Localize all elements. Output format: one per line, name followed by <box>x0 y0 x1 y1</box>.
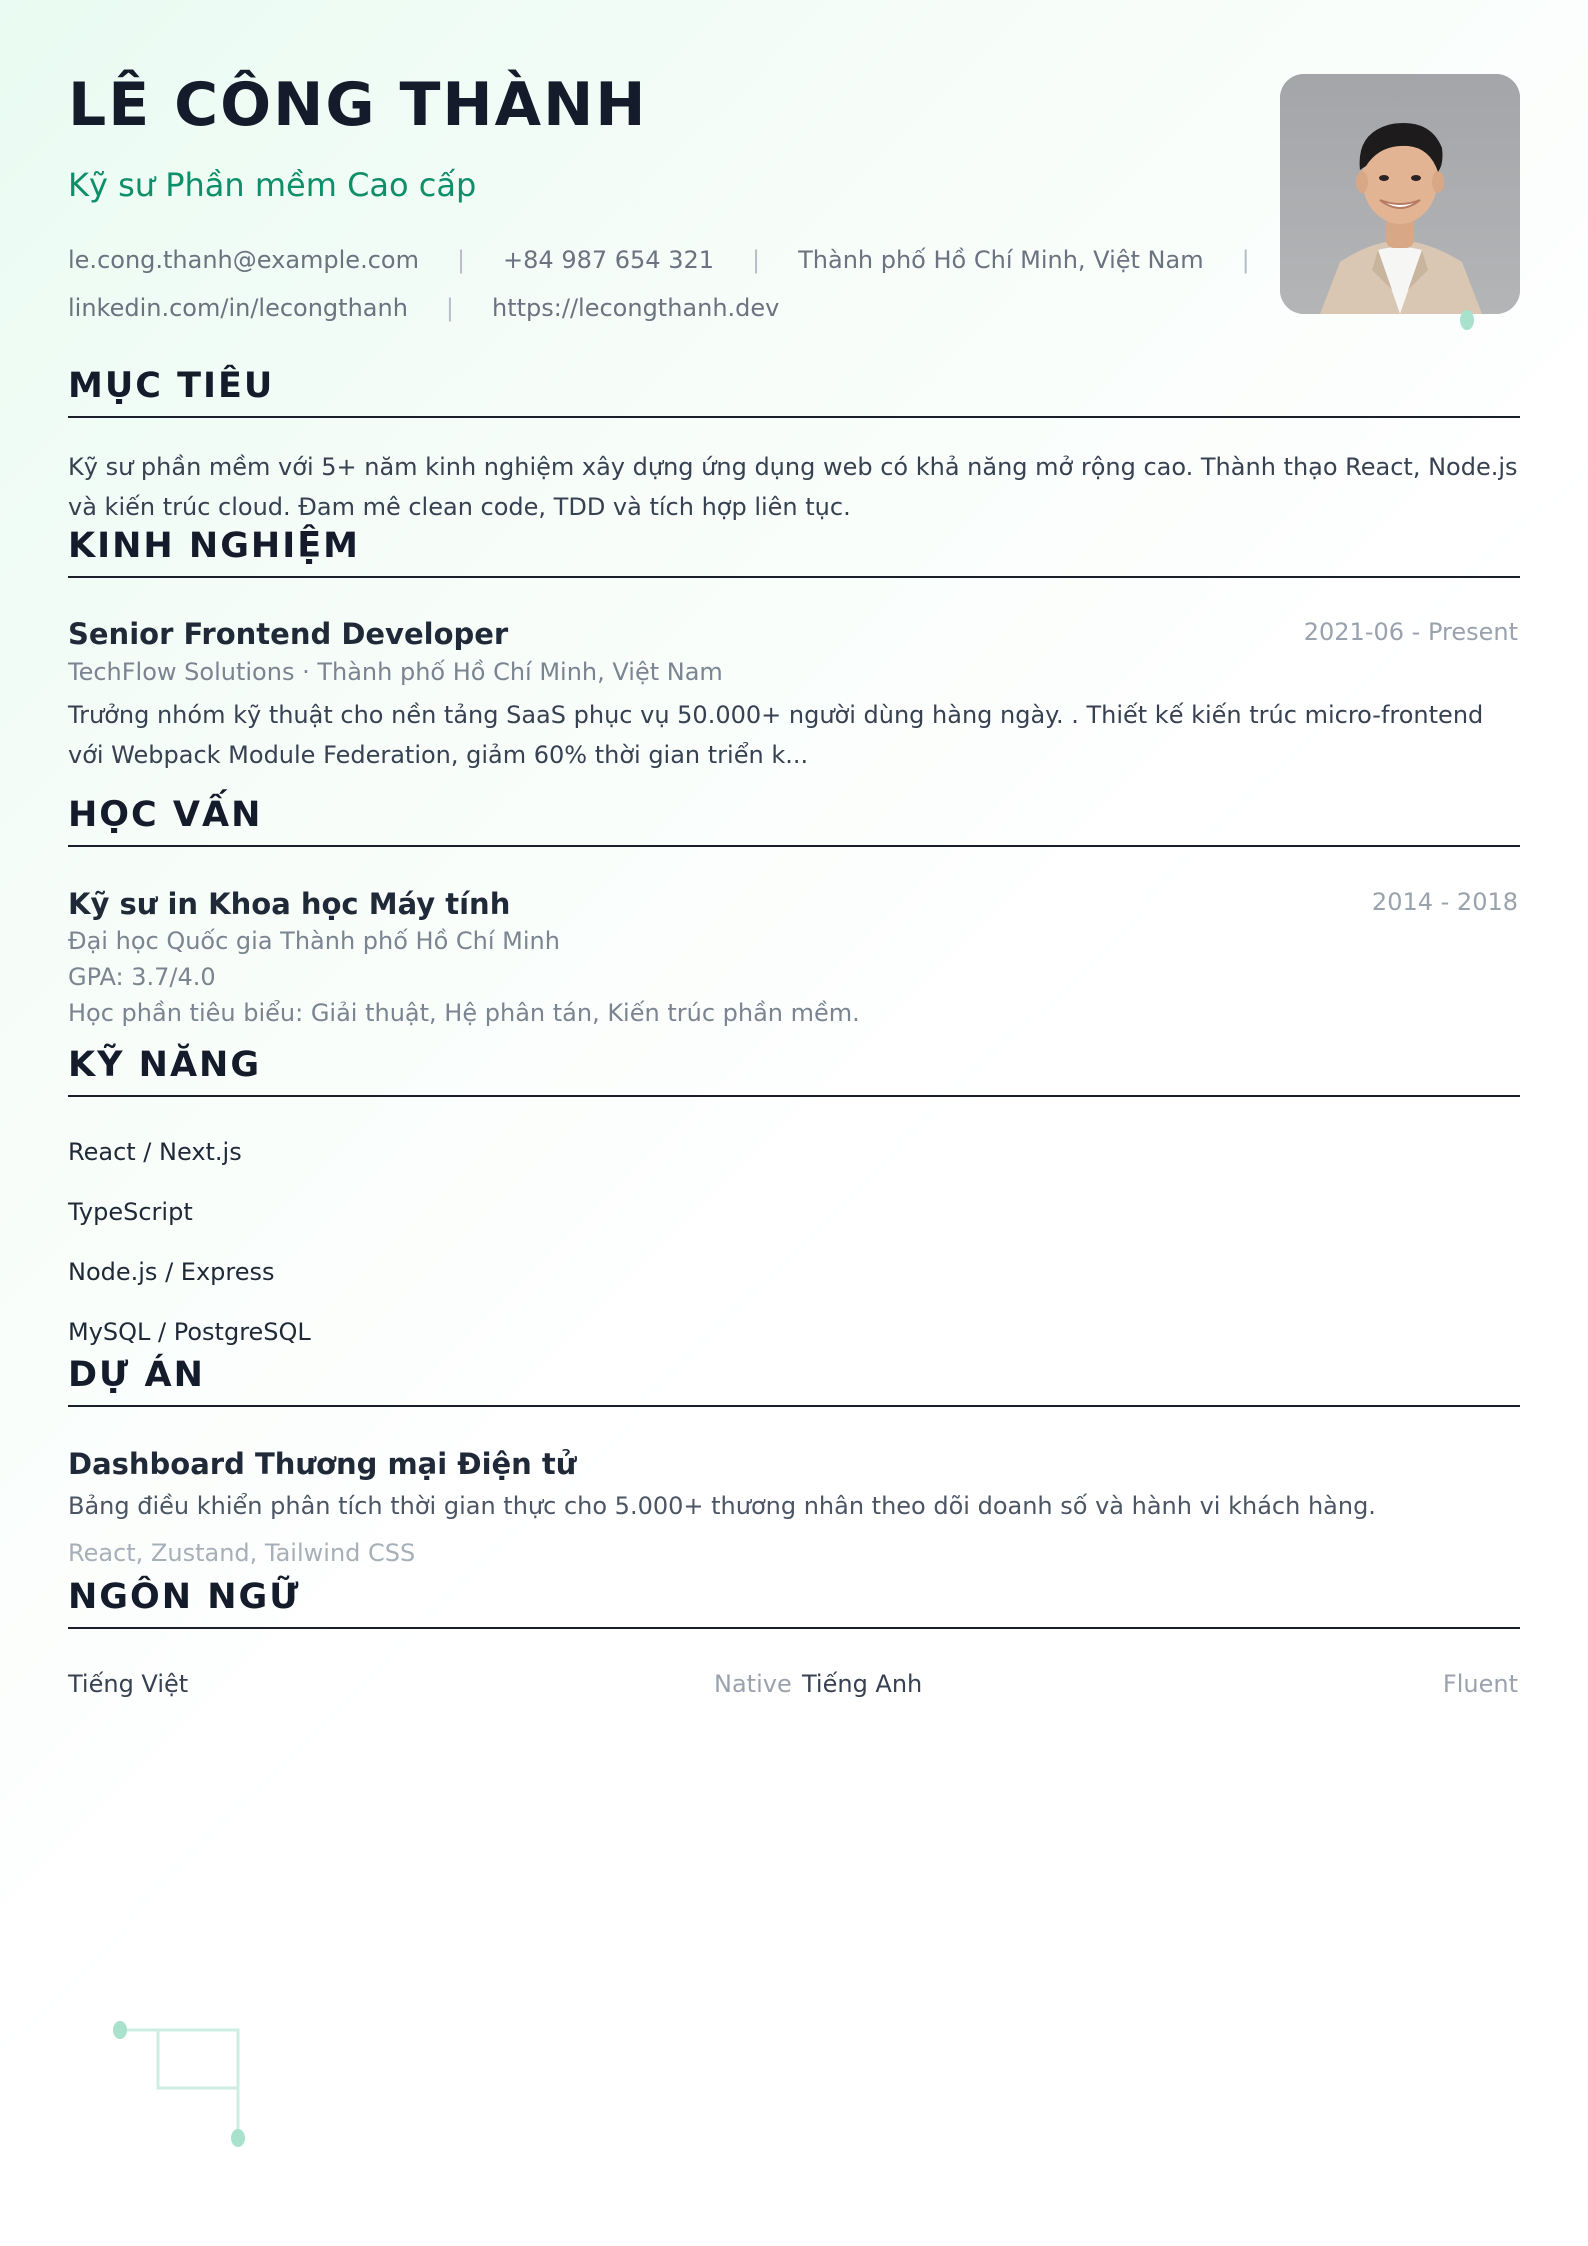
experience-company: TechFlow Solutions · Thành phố Hồ Chí Minh, Việt Nam <box>68 658 723 686</box>
section-title-skills: KỸ NĂNG <box>68 1046 1520 1097</box>
resume-page <box>68 0 1520 2246</box>
experience-description: Trưởng nhóm kỹ thuật cho nền tảng SaaS phục vụ 50.000+ người dùng hàng ngày. . Thiết kế kiến trúc micro-frontend với Webpack Module Federation, giảm 60% thời gian triển k... <box>68 701 1484 769</box>
section-title-education: HỌC VẤN <box>68 796 1520 847</box>
contact-separator: | <box>456 246 466 274</box>
section-title-experience: KINH NGHIỆM <box>68 527 1520 578</box>
job-title: Kỹ sư Phần mềm Cao cấp <box>68 166 477 204</box>
education-degree: Kỹ sư in Khoa học Máy tính <box>68 887 511 921</box>
email-link[interactable]: le.cong.thanh@example.com <box>68 246 419 274</box>
location: Thành phố Hồ Chí Minh, Việt Nam <box>798 246 1204 274</box>
contact-separator: | <box>752 246 761 274</box>
project-description: Bảng điều khiển phân tích thời gian thực cho 5.000+ thương nhân theo dõi doanh số và hành vi khách hàng. <box>68 1492 1376 1520</box>
education-date: 2014 - 2018 <box>1371 888 1518 916</box>
photo-decoration-dot <box>1460 310 1474 330</box>
skill-item: MySQL / PostgreSQL <box>68 1318 311 1346</box>
project-tech: React, Zustand, Tailwind CSS <box>68 1539 416 1567</box>
language-level: Fluent <box>1442 1670 1518 1698</box>
project-name: Dashboard Thương mại Điện tử <box>68 1447 577 1481</box>
section-title-languages: NGÔN NGỮ <box>68 1578 1520 1629</box>
linkedin-link[interactable]: linkedin.com/in/lecongthanh <box>68 294 408 322</box>
skill-item: React / Next.js <box>68 1138 242 1166</box>
contact-info <box>68 236 1248 332</box>
education-courses: Học phần tiêu biểu: Giải thuật, Hệ phân tán, Kiến trúc phần mềm. <box>68 999 860 1027</box>
contact-separator: | <box>445 294 455 322</box>
portrait-illustration <box>1280 74 1520 314</box>
phone-number[interactable]: +84 987 654 321 <box>503 246 715 274</box>
education-school: Đại học Quốc gia Thành phố Hồ Chí Minh <box>68 927 560 955</box>
language-name: Tiếng Việt <box>68 1670 189 1698</box>
skill-item: TypeScript <box>68 1198 193 1226</box>
language-name: Tiếng Anh <box>802 1670 923 1698</box>
candidate-name: LÊ CÔNG THÀNH <box>68 70 648 140</box>
language-level: Native <box>714 1670 792 1698</box>
experience-role: Senior Frontend Developer <box>68 617 509 651</box>
objective-text: Kỹ sư phần mềm với 5+ năm kinh nghiệm xây dựng ứng dụng web có khả năng mở rộng cao. Thành thạo React, Node.js và kiến trúc cloud. Đam mê clean code, TDD và tích hợp liên tục. <box>68 453 1518 521</box>
education-gpa: GPA: 3.7/4.0 <box>68 963 216 991</box>
section-title-projects: DỰ ÁN <box>68 1356 1520 1407</box>
contact-separator: | <box>1241 246 1250 274</box>
section-title-objective: MỤC TIÊU <box>68 367 1520 418</box>
circuit-decoration <box>100 2010 260 2160</box>
experience-date: 2021-06 - Present <box>1303 618 1518 646</box>
profile-photo <box>1280 74 1520 314</box>
skill-item: Node.js / Express <box>68 1258 275 1286</box>
website-link[interactable]: https://lecongthanh.dev <box>492 294 780 322</box>
